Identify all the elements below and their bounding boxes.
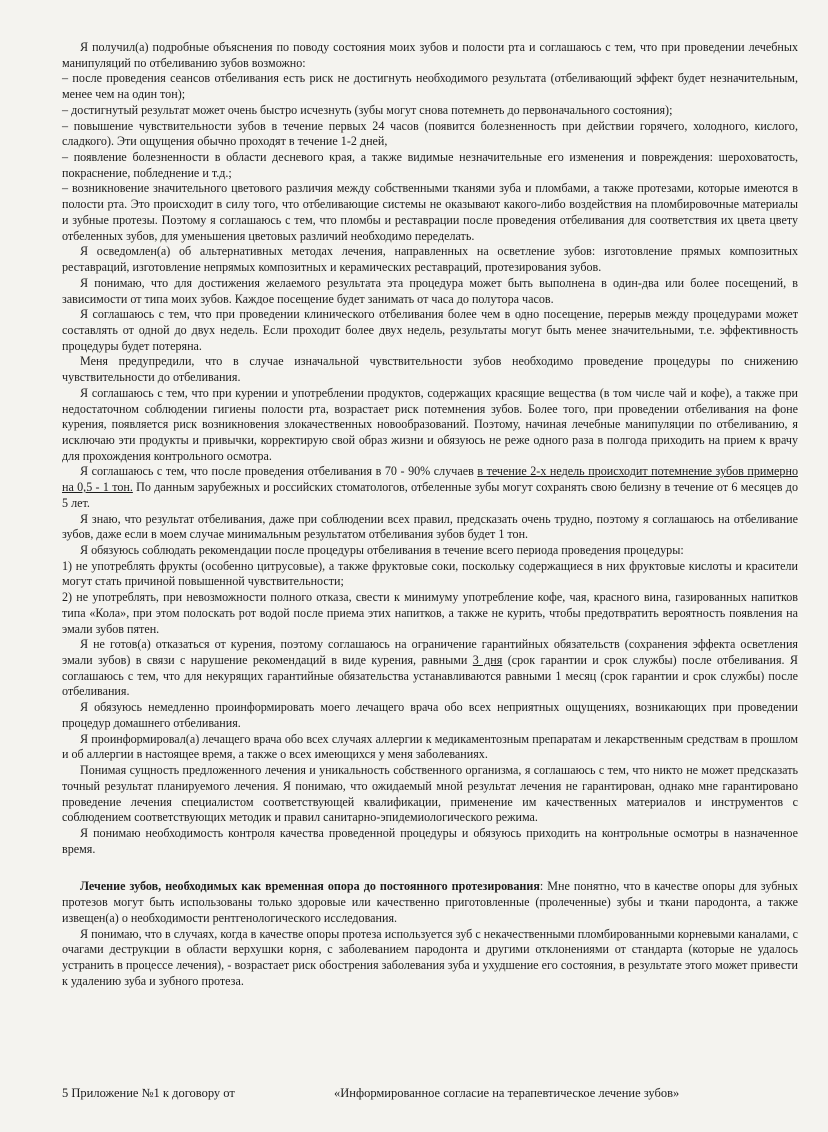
- paragraph-text: 1) не употреблять фрукты (особенно цитрусовые), а также фруктовые соки, поскольку содержащиеся в них фруктовые кислоты и красители могут стать причиной повышенной чувствительности;: [62, 558, 798, 589]
- paragraph-text: Понимая сущность предложенного лечения и уникальность собственного организма, я соглашаюсь с тем, что никто не может предсказать точный результат планируемого лечения. Я понимаю, что ожидаемый мной результат лечения не гарантирован, однако мне гарантировано проведение лечения специалистом соответствующей квалификации, применение им качественных материалов и инструментов с соблюдением соответствующих методик и правил санитарно-эпидемиологического режима.: [62, 763, 798, 825]
- paragraph: [62, 763, 798, 826]
- paragraph-text: Я соглашаюсь с тем, что при проведении клинического отбеливания более чем в одно посещение, перерыв между процедурами может составлять от одной до двух недель. Если проходит более двух недель, результаты могут быть менее значительными, т.е. эффективность процедуры будет потеряна.: [62, 307, 798, 353]
- list-item: [62, 181, 798, 244]
- paragraph: [62, 927, 798, 990]
- paragraph-text: – возникновение значительного цветового различия между собственными тканями зуба и пломбами, а также протезами, которые имеются в полости рта. Это происходит в силу того, что отбеливающие системы не оказывают какого-либо воздействия на пломбировочные материалы и зубные протезы. Поэтому я соглашаюсь с тем, что пломбы и реставрации после проведения отбеливания для соответствия их цвета цвету отбеленных зубов, для уменьшения цветовых различий необходимо переделать.: [62, 181, 798, 243]
- paragraph-text: : Мне понятно, что в качестве опоры для зубных протезов могут быть использованы только здоровые или качественно приготовленные (пролеченные) зубы и ткани пародонта, а также извещен(а) о необходимости рентгенологического исследования.: [62, 879, 799, 925]
- paragraph-text: 2) не употреблять, при невозможности полного отказа, свести к минимуму употребление кофе, чая, красного вина, газированных напитков типа «Кола», при этом полоскать рот водой после приема этих напитков, а также не курить, чтобы предотвратить вероятность появления на эмали зубов пятен.: [62, 590, 798, 636]
- paragraph: [62, 512, 798, 543]
- paragraph-text: Меня предупредили, что в случае изначальной чувствительности зубов необходимо проведение процедуры по снижению чувствительности до отбеливания.: [62, 354, 798, 385]
- list-item: [62, 559, 798, 590]
- paragraph-text: – появление болезненности в области десневого края, а также видимые незначительные его изменения и повреждения: шероховатость, покраснение, побледнение и т.д.;: [62, 150, 798, 180]
- paragraph-text: Я понимаю, что в случаях, когда в качестве опоры протеза используется зуб с некачественными пломбированными корневыми каналами, с очагами деструкции в области верхушки корня, с заболеванием пародонта и другими отклонениями от стандарта (которые не удалось устранить в процессе лечения), - возрастает риск обострения заболевания зуба и ухудшение его состояния, в результате этого может привести к удалению зуба и зубного протеза.: [62, 926, 798, 988]
- paragraph-text: Я осведомлен(а) об альтернативных методах лечения, направленных на осветление зубов: изготовление прямых композитных реставраций, изготовление непрямых композитных и керамических реставраций, протезирования зубов.: [62, 244, 798, 275]
- section-heading: Лечение зубов, необходимых как временная опора до постоянного протезирования: [80, 879, 540, 894]
- paragraph-text: – достигнутый результат может очень быстро исчезнуть (зубы могут снова потемнеть до первоначального состояния);: [62, 102, 673, 117]
- paragraph-text: Я знаю, что результат отбеливания, даже при соблюдении всех правил, предсказать очень трудно, поэтому я соглашаюсь на отбеливание зубов, даже если в моем случае минимальным результатом отбеливания зубов будет 1 тон.: [62, 511, 798, 542]
- list-item: [62, 71, 798, 102]
- paragraph-text: Я соглашаюсь с тем, что при курении и употреблении продуктов, содержащих красящие вещества (в том числе чай и кофе), а также при недостаточном соблюдении гигиены полости рта, возрастает риск потемнения зубов. Более того, при проведении отбеливания на фоне курения, появляется риск возникновения злокачественных новообразований. Поэтому, начиная лечебные манипуляции по отбеливанию, я исключаю эти продукты и привычки, корректирую свой образ жизни и обязуюсь не реже одного раза в полгода приходить на прием к врачу для прохождения контрольного осмотра.: [62, 385, 798, 463]
- paragraph: [62, 354, 798, 385]
- list-item: [62, 103, 798, 119]
- paragraph: [62, 543, 798, 559]
- paragraph: [62, 732, 798, 763]
- paragraph-text: Я соглашаюсь с тем, что после проведения отбеливания в 70 - 90% случаев: [80, 464, 478, 479]
- paragraph-text: Я обязуюсь немедленно проинформировать моего лечащего врача обо всех неприятных ощущениях, возникающих при проведении процедур домашнего отбеливания.: [62, 700, 798, 730]
- paragraph: [62, 464, 798, 511]
- list-item: [62, 590, 798, 637]
- underlined-text: 3 дня: [472, 653, 503, 668]
- paragraph: [62, 276, 798, 307]
- paragraph-text: Я понимаю необходимость контроля качества проведенной процедуры и обязуюсь приходить на контрольные осмотры в назначенное время.: [62, 825, 798, 856]
- paragraph-text: Я проинформировал(а) лечащего врача обо всех случаях аллергии к медикаментозным препаратам и лекарственным средствам в прошлом и об аллергии в настоящее время, а также о всех имеющихся у меня заболеваниях.: [62, 731, 798, 762]
- consent-body: [62, 40, 798, 989]
- paragraph: [62, 637, 798, 700]
- paragraph-text: Я не готов(а) отказаться от курения, поэтому соглашаюсь на ограничение гарантийных обязательств (сохранения эффекта осветления эмали зубов) в связи с нарушение рекомендаций в виде курения, равными: [62, 637, 798, 668]
- paragraph-text-continued: (срок гарантии и срок службы) после отбеливания. Я соглашаюсь с тем, что для некурящих гарантийные обязательства устанавливаются равными 1 месяц (срок гарантии и срок службы) после отбеливания.: [62, 653, 798, 699]
- paragraph: [62, 40, 798, 71]
- paragraph-text: Я понимаю, что для достижения желаемого результата эта процедура может быть выполнена в один-два или более посещений, в зависимости от типа моих зубов. Каждое посещение будет занимать от часа до полутора часов.: [62, 275, 798, 306]
- list-item: [62, 150, 798, 181]
- underlined-text: в течение 2-х недель происходит потемнение зубов примерно на 0,5 - 1 тон.: [62, 464, 798, 495]
- footer-left: 5 Приложение №1 к договору от: [62, 1086, 235, 1100]
- paragraph-text-continued: По данным зарубежных и российских стоматологов, отбеленные зубы могут сохранять свою белизну в течение от 6 месяцев до 5 лет.: [62, 480, 798, 510]
- footer-right: «Информированное согласие на терапевтическое лечение зубов»: [334, 1086, 680, 1100]
- paragraph: [62, 386, 798, 465]
- paragraph: [62, 244, 798, 275]
- paragraph: [62, 826, 798, 857]
- paragraph-text: – после проведения сеансов отбеливания есть риск не достигнуть необходимого результата (отбеливающий эффект будет незначительным, менее чем на один тон);: [62, 71, 798, 102]
- paragraph-text: – повышение чувствительности зубов в течение первых 24 часов (появится болезненность при действии горячего, холодного, кислого, сладкого). Эти ощущения обычно проходят в течение 1-2 дней,: [62, 118, 798, 149]
- list-item: [62, 119, 798, 150]
- paragraph-text: Я обязуюсь соблюдать рекомендации после процедуры отбеливания в течение всего периода проведения процедуры:: [80, 543, 684, 557]
- paragraph: [62, 700, 798, 731]
- paragraph-text: Я получил(а) подробные объяснения по поводу состояния моих зубов и полости рта и соглашаюсь с тем, что при проведении лечебных манипуляций по отбеливанию зубов возможно:: [62, 40, 798, 70]
- paragraph: [62, 307, 798, 354]
- paragraph: [62, 879, 798, 926]
